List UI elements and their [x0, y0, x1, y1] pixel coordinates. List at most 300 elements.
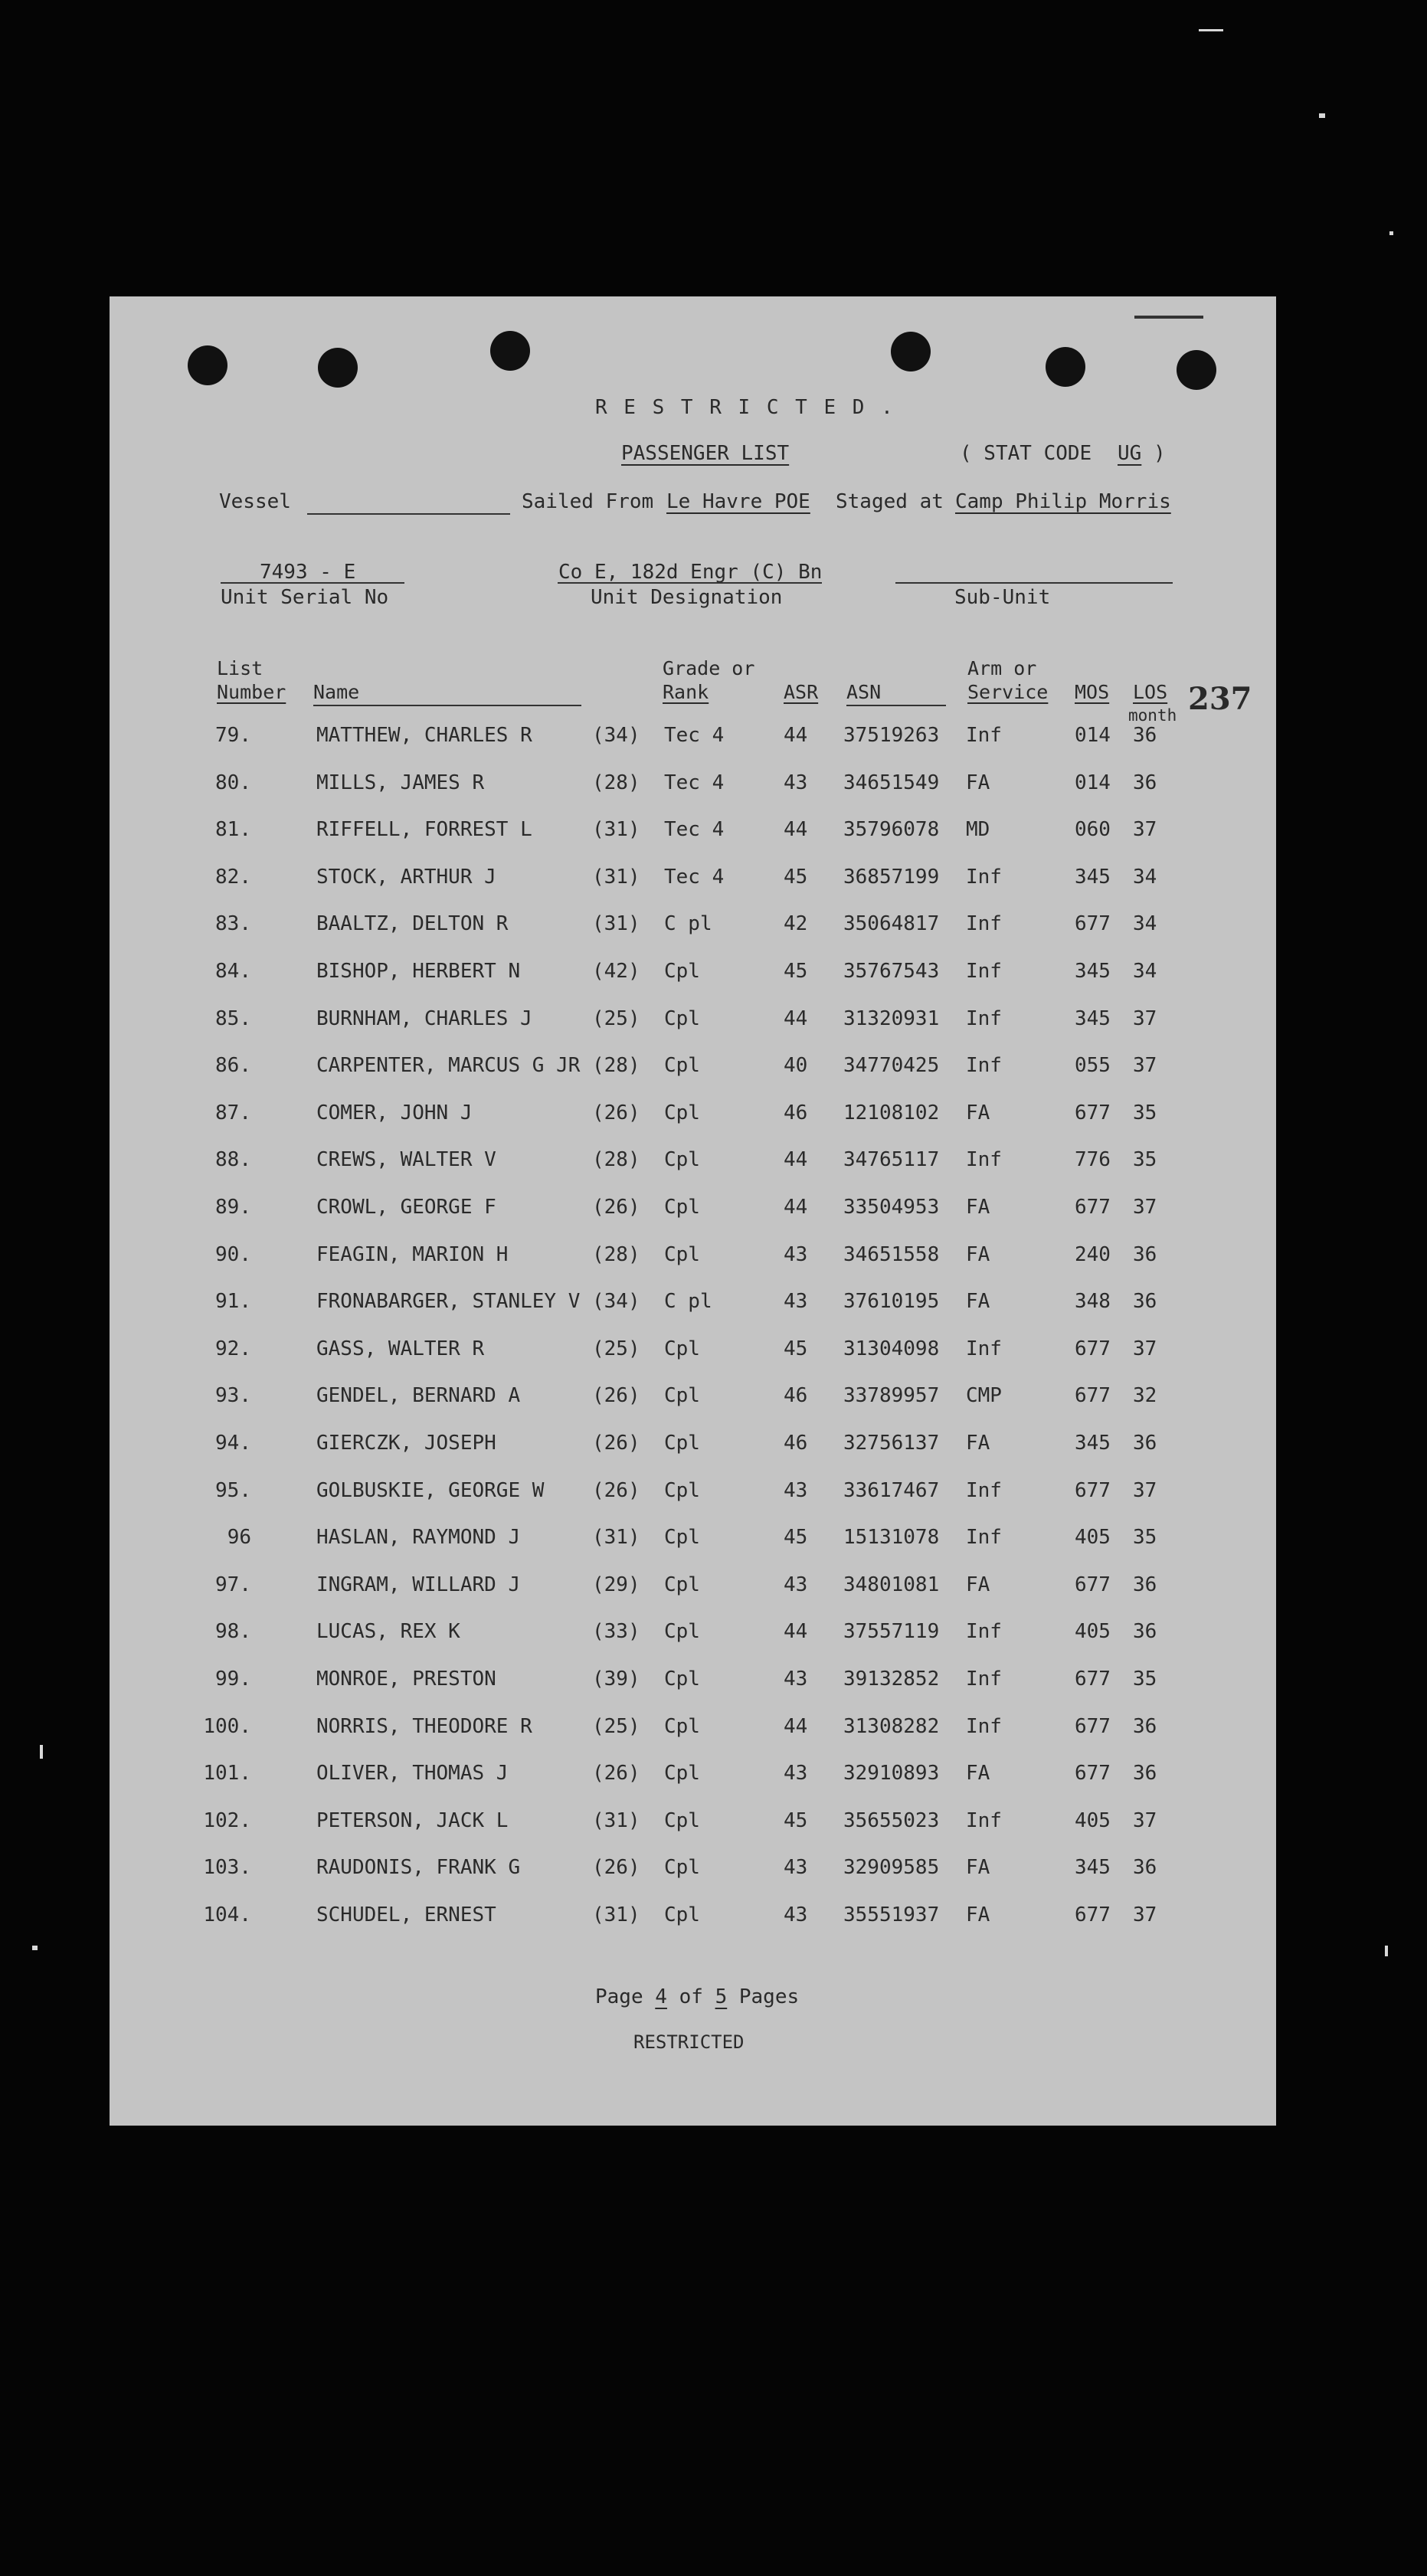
- cell-asr: 44: [784, 724, 808, 747]
- cell-asr: 46: [784, 1384, 808, 1407]
- cell-asr: 44: [784, 1007, 808, 1030]
- table-row: [110, 1620, 1276, 1651]
- cell-mos: 677: [1075, 1337, 1111, 1360]
- table-row: [110, 1432, 1276, 1462]
- cell-age: (26): [592, 1196, 640, 1219]
- col-header-line: ASN: [846, 681, 882, 703]
- sub-unit-label: Sub-Unit: [954, 586, 1051, 609]
- cell-list-number: 101.: [203, 1762, 251, 1785]
- cell-name: LUCAS, REX K: [316, 1620, 460, 1643]
- cell-list-number: 91.: [215, 1290, 251, 1313]
- cell-arm: FA: [966, 1290, 990, 1313]
- cell-mos: 677: [1075, 1903, 1111, 1926]
- cell-mos: 345: [1075, 1856, 1111, 1879]
- cell-age: (42): [592, 960, 640, 983]
- cell-asn: 39132852: [843, 1668, 940, 1691]
- cell-name: INGRAM, WILLARD J: [316, 1573, 521, 1596]
- cell-mos: 677: [1075, 1762, 1111, 1785]
- cell-grade: Cpl: [664, 1007, 700, 1030]
- cell-asr: 43: [784, 1903, 808, 1926]
- cell-grade: Cpl: [664, 1526, 700, 1549]
- col-header-name-underline: [313, 705, 581, 706]
- unit-serial-line: [221, 582, 404, 584]
- cell-los: 37: [1133, 1196, 1157, 1219]
- cell-arm: FA: [966, 1573, 990, 1596]
- cell-asn: 31304098: [843, 1337, 940, 1360]
- sailed-label: Sailed From: [522, 490, 654, 513]
- cell-asr: 44: [784, 818, 808, 841]
- cell-age: (34): [592, 724, 640, 747]
- cell-mos: 014: [1075, 771, 1111, 794]
- cell-los: 36: [1133, 1243, 1157, 1266]
- cell-list-number: 98.: [215, 1620, 251, 1643]
- table-row: [110, 1668, 1276, 1698]
- cell-list-number: 94.: [215, 1432, 251, 1455]
- cell-asr: 43: [784, 771, 808, 794]
- table-row: [110, 1290, 1276, 1321]
- cell-arm: Inf: [966, 1479, 1002, 1502]
- cell-asn: 33617467: [843, 1479, 940, 1502]
- cell-arm: Inf: [966, 1007, 1002, 1030]
- cell-age: (33): [592, 1620, 640, 1643]
- cell-grade: Cpl: [664, 1337, 700, 1360]
- cell-age: (29): [592, 1573, 640, 1596]
- cell-name: GASS, WALTER R: [316, 1337, 485, 1360]
- cell-name: FEAGIN, MARION H: [316, 1243, 509, 1266]
- cell-list-number: 90.: [215, 1243, 251, 1266]
- cell-mos: 677: [1075, 1101, 1111, 1124]
- cell-name: PETERSON, JACK L: [316, 1809, 509, 1832]
- cell-name: BURNHAM, CHARLES J: [316, 1007, 532, 1030]
- punch-hole: [318, 348, 358, 388]
- cell-los: 37: [1133, 1054, 1157, 1077]
- cell-los: 32: [1133, 1384, 1157, 1407]
- stat-code-value: UG: [1118, 442, 1142, 465]
- cell-asr: 43: [784, 1856, 808, 1879]
- cell-asn: 36857199: [843, 866, 940, 889]
- cell-grade: Tec 4: [664, 818, 725, 841]
- classification-bottom: RESTRICTED: [633, 2031, 745, 2053]
- cell-mos: 677: [1075, 1384, 1111, 1407]
- cell-age: (34): [592, 1290, 640, 1313]
- cell-age: (28): [592, 1148, 640, 1171]
- classification-top: R E S T R I C T E D .: [595, 396, 895, 419]
- cell-asr: 45: [784, 1337, 808, 1360]
- cell-los: 35: [1133, 1148, 1157, 1171]
- cell-asr: 45: [784, 866, 808, 889]
- cell-asr: 43: [784, 1290, 808, 1313]
- table-row: [110, 1054, 1276, 1085]
- cell-mos: 405: [1075, 1620, 1111, 1643]
- cell-age: (31): [592, 1809, 640, 1832]
- cell-asr: 43: [784, 1243, 808, 1266]
- cell-asn: 35655023: [843, 1809, 940, 1832]
- cell-list-number: 87.: [215, 1101, 251, 1124]
- table-row: [110, 771, 1276, 802]
- cell-grade: Cpl: [664, 1479, 700, 1502]
- scan-speck: [1389, 231, 1393, 235]
- cell-los: 37: [1133, 818, 1157, 841]
- cell-name: NORRIS, THEODORE R: [316, 1715, 532, 1738]
- cell-list-number: 92.: [215, 1337, 251, 1360]
- cell-age: (31): [592, 912, 640, 935]
- sailed-value: Le Havre POE: [666, 490, 810, 513]
- col-header-line: MOS: [1075, 681, 1110, 703]
- cell-asn: 35551937: [843, 1903, 940, 1926]
- cell-los: 35: [1133, 1526, 1157, 1549]
- cell-los: 35: [1133, 1668, 1157, 1691]
- table-row: [110, 818, 1276, 849]
- cell-age: (26): [592, 1856, 640, 1879]
- cell-age: (39): [592, 1668, 640, 1691]
- cell-asn: 34651558: [843, 1243, 940, 1266]
- table-row: [110, 1903, 1276, 1934]
- cell-mos: 677: [1075, 1196, 1111, 1219]
- cell-list-number: 83.: [215, 912, 251, 935]
- page-indicator: [595, 1985, 799, 2008]
- cell-mos: 345: [1075, 1007, 1111, 1030]
- col-header-line: month: [1128, 706, 1177, 725]
- cell-arm: Inf: [966, 912, 1002, 935]
- vessel-label: Vessel: [219, 490, 291, 513]
- cell-asr: 44: [784, 1715, 808, 1738]
- cell-asr: 40: [784, 1054, 808, 1077]
- cell-los: 34: [1133, 960, 1157, 983]
- cell-los: 36: [1133, 1573, 1157, 1596]
- cell-grade: Cpl: [664, 1620, 700, 1643]
- cell-asn: 32910893: [843, 1762, 940, 1785]
- cell-mos: 677: [1075, 1573, 1111, 1596]
- cell-name: GIERCZK, JOSEPH: [316, 1432, 496, 1455]
- cell-name: RAUDONIS, FRANK G: [316, 1856, 521, 1879]
- scan-speck: [1385, 1946, 1388, 1956]
- cell-asn: 35767543: [843, 960, 940, 983]
- cell-asn: 32756137: [843, 1432, 940, 1455]
- col-header-line: Rank: [663, 681, 709, 703]
- cell-arm: Inf: [966, 866, 1002, 889]
- cell-name: CARPENTER, MARCUS G JR: [316, 1054, 581, 1077]
- cell-asr: 45: [784, 1526, 808, 1549]
- cell-grade: Cpl: [664, 1856, 700, 1879]
- cell-asr: 43: [784, 1762, 808, 1785]
- list-title: PASSENGER LIST: [621, 442, 790, 465]
- cell-age: (25): [592, 1715, 640, 1738]
- cell-list-number: 85.: [215, 1007, 251, 1030]
- cell-age: (26): [592, 1762, 640, 1785]
- cell-grade: Cpl: [664, 1432, 700, 1455]
- cell-list-number: 104.: [203, 1903, 251, 1926]
- punch-hole: [1046, 347, 1085, 387]
- table-row: [110, 1337, 1276, 1368]
- cell-grade: Tec 4: [664, 866, 725, 889]
- cell-asn: 37519263: [843, 724, 940, 747]
- cell-asn: 31320931: [843, 1007, 940, 1030]
- staged-label: Staged at: [836, 490, 944, 513]
- cell-asn: 34765117: [843, 1148, 940, 1171]
- cell-age: (31): [592, 818, 640, 841]
- table-row: [110, 1384, 1276, 1415]
- staple-mark: [1134, 316, 1203, 319]
- cell-age: (28): [592, 771, 640, 794]
- vessel-blank: [307, 513, 510, 515]
- cell-list-number: 89.: [215, 1196, 251, 1219]
- table-row: [110, 1243, 1276, 1274]
- cell-arm: FA: [966, 1432, 990, 1455]
- table-row: [110, 1762, 1276, 1792]
- cell-mos: 405: [1075, 1809, 1111, 1832]
- cell-asn: 33504953: [843, 1196, 940, 1219]
- cell-list-number: 88.: [215, 1148, 251, 1171]
- cell-arm: Inf: [966, 1148, 1002, 1171]
- cell-asn: 12108102: [843, 1101, 940, 1124]
- cell-age: (25): [592, 1007, 640, 1030]
- col-header-los: [1128, 680, 1177, 728]
- cell-los: 34: [1133, 866, 1157, 889]
- cell-los: 36: [1133, 1856, 1157, 1879]
- cell-los: 37: [1133, 1479, 1157, 1502]
- cell-mos: 014: [1075, 724, 1111, 747]
- cell-asn: 34770425: [843, 1054, 940, 1077]
- cell-list-number: 86.: [215, 1054, 251, 1077]
- stat-code-label: ( STAT CODE: [960, 442, 1092, 465]
- cell-grade: C pl: [664, 912, 712, 935]
- table-row: [110, 1573, 1276, 1604]
- cell-age: (26): [592, 1432, 640, 1455]
- cell-grade: Cpl: [664, 1196, 700, 1219]
- col-header-line: Grade or: [663, 657, 755, 679]
- cell-asr: 42: [784, 912, 808, 935]
- cell-arm: Inf: [966, 724, 1002, 747]
- cell-arm: MD: [966, 818, 990, 841]
- cell-asr: 44: [784, 1196, 808, 1219]
- page-label-post: Pages: [738, 1985, 800, 2008]
- cell-arm: FA: [966, 1243, 990, 1266]
- col-header-line: Arm or: [967, 657, 1037, 679]
- page-label-pre: Page: [595, 1985, 643, 2008]
- cell-list-number: 79.: [215, 724, 251, 747]
- unit-serial-label: Unit Serial No: [221, 586, 389, 609]
- cell-name: HASLAN, RAYMOND J: [316, 1526, 521, 1549]
- cell-grade: Cpl: [664, 1054, 700, 1077]
- page-number: 4: [655, 1985, 667, 2008]
- cell-name: MILLS, JAMES R: [316, 771, 485, 794]
- cell-arm: Inf: [966, 1337, 1002, 1360]
- cell-name: CREWS, WALTER V: [316, 1148, 496, 1171]
- cell-arm: Inf: [966, 1054, 1002, 1077]
- cell-los: 36: [1133, 1715, 1157, 1738]
- table-row: [110, 960, 1276, 990]
- cell-arm: Inf: [966, 960, 1002, 983]
- cell-los: 36: [1133, 1432, 1157, 1455]
- cell-grade: Cpl: [664, 1573, 700, 1596]
- table-row: [110, 1526, 1276, 1556]
- cell-age: (25): [592, 1337, 640, 1360]
- cell-grade: Cpl: [664, 1715, 700, 1738]
- cell-asn: 15131078: [843, 1526, 940, 1549]
- col-header-line: Name: [313, 681, 360, 703]
- cell-mos: 345: [1075, 866, 1111, 889]
- cell-list-number: 102.: [203, 1809, 251, 1832]
- cell-list-number: 100.: [203, 1715, 251, 1738]
- cell-grade: Tec 4: [664, 771, 725, 794]
- cell-asn: 31308282: [843, 1715, 940, 1738]
- cell-asn: 37610195: [843, 1290, 940, 1313]
- cell-list-number: 84.: [215, 960, 251, 983]
- table-row: [110, 1101, 1276, 1132]
- cell-age: (31): [592, 1903, 640, 1926]
- table-row: [110, 1196, 1276, 1226]
- cell-name: BAALTZ, DELTON R: [316, 912, 509, 935]
- cell-arm: Inf: [966, 1620, 1002, 1643]
- col-header-name: [313, 680, 359, 704]
- col-header-list-number: [217, 656, 286, 704]
- cell-asn: 35796078: [843, 818, 940, 841]
- col-header-line: Number: [217, 681, 286, 703]
- cell-list-number: 103.: [203, 1856, 251, 1879]
- cell-asn: 34651549: [843, 771, 940, 794]
- scan-speck: [1199, 29, 1223, 31]
- cell-mos: 677: [1075, 1715, 1111, 1738]
- cell-los: 36: [1133, 724, 1157, 747]
- cell-arm: Inf: [966, 1809, 1002, 1832]
- cell-age: (26): [592, 1479, 640, 1502]
- cell-grade: Cpl: [664, 1243, 700, 1266]
- col-header-asr: [784, 680, 818, 704]
- cell-mos: 677: [1075, 1479, 1111, 1502]
- unit-serial-value: 7493 - E: [260, 561, 356, 584]
- col-header-arm: [967, 656, 1048, 704]
- cell-age: (31): [592, 1526, 640, 1549]
- table-row: [110, 1715, 1276, 1746]
- cell-mos: 060: [1075, 818, 1111, 841]
- cell-list-number: 96: [227, 1526, 251, 1549]
- cell-age: (28): [592, 1054, 640, 1077]
- cell-grade: Cpl: [664, 1148, 700, 1171]
- cell-grade: Cpl: [664, 1809, 700, 1832]
- scan-speck: [32, 1946, 38, 1950]
- col-header-grade: [663, 656, 754, 704]
- unit-designation-value: Co E, 182d Engr (C) Bn: [558, 561, 823, 584]
- cell-name: MONROE, PRESTON: [316, 1668, 496, 1691]
- cell-los: 37: [1133, 1809, 1157, 1832]
- cell-name: CROWL, GEORGE F: [316, 1196, 496, 1219]
- cell-los: 36: [1133, 1762, 1157, 1785]
- table-row: [110, 1007, 1276, 1038]
- cell-mos: 348: [1075, 1290, 1111, 1313]
- cell-los: 35: [1133, 1101, 1157, 1124]
- cell-asr: 45: [784, 960, 808, 983]
- cell-asr: 45: [784, 1809, 808, 1832]
- cell-mos: 776: [1075, 1148, 1111, 1171]
- cell-arm: FA: [966, 1762, 990, 1785]
- cell-asr: 46: [784, 1101, 808, 1124]
- cell-asn: 34801081: [843, 1573, 940, 1596]
- cell-asr: 43: [784, 1479, 808, 1502]
- cell-arm: FA: [966, 1101, 990, 1124]
- cell-name: GENDEL, BERNARD A: [316, 1384, 521, 1407]
- cell-name: SCHUDEL, ERNEST: [316, 1903, 496, 1926]
- cell-grade: Cpl: [664, 1384, 700, 1407]
- cell-los: 34: [1133, 912, 1157, 935]
- punch-hole: [188, 345, 227, 385]
- cell-name: GOLBUSKIE, GEORGE W: [316, 1479, 545, 1502]
- cell-grade: Cpl: [664, 1762, 700, 1785]
- cell-los: 36: [1133, 771, 1157, 794]
- col-header-mos: [1075, 680, 1109, 704]
- cell-name: OLIVER, THOMAS J: [316, 1762, 509, 1785]
- cell-grade: Tec 4: [664, 724, 725, 747]
- col-header-asn: [846, 680, 881, 704]
- unit-designation-label: Unit Designation: [591, 586, 783, 609]
- cell-asr: 43: [784, 1573, 808, 1596]
- table-row: [110, 724, 1276, 754]
- col-header-line: List: [217, 657, 263, 679]
- punch-hole: [1177, 350, 1216, 390]
- cell-name: STOCK, ARTHUR J: [316, 866, 496, 889]
- cell-list-number: 97.: [215, 1573, 251, 1596]
- cell-mos: 055: [1075, 1054, 1111, 1077]
- cell-los: 36: [1133, 1290, 1157, 1313]
- cell-name: COMER, JOHN J: [316, 1101, 473, 1124]
- cell-age: (31): [592, 866, 640, 889]
- col-header-line: ASR: [784, 681, 819, 703]
- cell-age: (28): [592, 1243, 640, 1266]
- table-row: [110, 866, 1276, 896]
- table-row: [110, 912, 1276, 943]
- cell-list-number: 95.: [215, 1479, 251, 1502]
- table-row: [110, 1148, 1276, 1179]
- cell-name: FRONABARGER, STANLEY V: [316, 1290, 581, 1313]
- col-header-line: Service: [967, 681, 1049, 703]
- cell-mos: 677: [1075, 1668, 1111, 1691]
- sub-unit-line: [895, 582, 1173, 584]
- staged-value: Camp Philip Morris: [955, 490, 1171, 513]
- cell-grade: Cpl: [664, 1101, 700, 1124]
- cell-grade: C pl: [664, 1290, 712, 1313]
- cell-name: BISHOP, HERBERT N: [316, 960, 521, 983]
- cell-asn: 32909585: [843, 1856, 940, 1879]
- cell-mos: 345: [1075, 960, 1111, 983]
- cell-los: 37: [1133, 1903, 1157, 1926]
- scan-speck: [40, 1745, 43, 1759]
- cell-age: (26): [592, 1101, 640, 1124]
- cell-list-number: 93.: [215, 1384, 251, 1407]
- cell-arm: Inf: [966, 1668, 1002, 1691]
- cell-arm: CMP: [966, 1384, 1002, 1407]
- table-row: [110, 1809, 1276, 1840]
- cell-arm: FA: [966, 1903, 990, 1926]
- col-header-line: LOS: [1133, 681, 1168, 703]
- cell-grade: Cpl: [664, 1668, 700, 1691]
- cell-mos: 345: [1075, 1432, 1111, 1455]
- punch-hole: [891, 332, 931, 372]
- cell-grade: Cpl: [664, 960, 700, 983]
- cell-mos: 677: [1075, 912, 1111, 935]
- cell-arm: Inf: [966, 1715, 1002, 1738]
- cell-los: 37: [1133, 1337, 1157, 1360]
- cell-name: MATTHEW, CHARLES R: [316, 724, 532, 747]
- cell-asn: 37557119: [843, 1620, 940, 1643]
- cell-los: 37: [1133, 1007, 1157, 1030]
- cell-grade: Cpl: [664, 1903, 700, 1926]
- page-total: 5: [715, 1985, 728, 2008]
- document-page: [110, 296, 1276, 2126]
- cell-list-number: 80.: [215, 771, 251, 794]
- col-header-asn-underline: [846, 705, 946, 706]
- cell-asr: 43: [784, 1668, 808, 1691]
- scan-speck: [1319, 113, 1325, 118]
- stat-code-close: ): [1154, 442, 1166, 465]
